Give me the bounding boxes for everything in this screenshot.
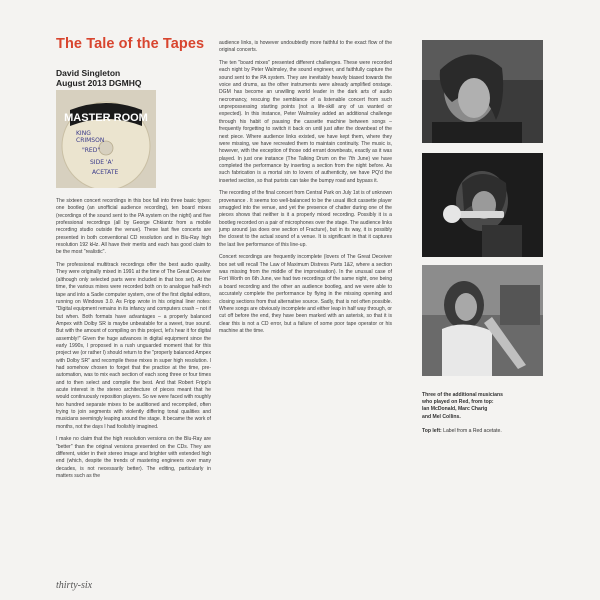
date-line: August 2013 DGMHQ [56,78,142,88]
photo-graphic-3 [422,265,543,376]
paragraph: The professional multitrack recordings offer the best audio quality. They were originally mixed in 1991 at the time of The Great Deceiver (although only selected parts were included in that box set). At the time, the various mixes were recorded both on to analogue half-inch tape and into a Sadie computer system, one of the first digital editors, running on Windows 3.0. As Fripp wrote in his original liner notes: "Digital equipment remains in its infancy and computers crash – not if but when. Both formats have advantages – a properly balanced Ampex with Dolby SR is maybe unbeatable for a sweet, true sound. But with the amount of compiling on this project, let's hear it for digital assembly!" Given the huge advances in digital equipment since the early 1990s, I proposed in a rush unguarded moment that for this project we (or rather I) should return to the "properly balanced Ampex with Dolby SR" and recompile these mixes in super high resolution. I had somehow chosen to forget that the practice at the time, pre-automation, was to mix each section of each song three or four times and to then select and compile the best. And that Robert Fripp's acute interest in the stereo architecture of pieces meant that he would continuously reposition players. So we were faced with roughly two hundred separate mixes to be auditioned and recompiled, often trying to join segments with violently differing tonal qualities and musicians seemingly leaping around the stage. It became the work of months, not the days I had foolishly imagined. [56,262,211,430]
caption-line: Three of the additional musicians [422,392,503,398]
photo-caption [422,392,562,421]
tape-label-image [56,90,156,188]
photo-ian-mcdonald [422,40,543,143]
paragraph: audience links, is however undoubtedly more faithful to the exact flow of the original concerts. [219,40,392,54]
tape-label-hand-2: CRIMSON [76,137,105,144]
photo-graphic-1 [422,40,543,143]
paragraph: I make no claim that the high resolution versions on the Blu-Ray are "better" than the original versions presented on the CDs. They are different, wider in their stereo image and brighter with extended high end (which, despite the trends of mastering engineers over many decades, is not necessarily better). The editing, particularly in matters such as the [56,436,211,480]
caption-line: who played on Red, from top: [422,399,494,406]
page-number: thirty-six [56,580,93,591]
tape-label-hand-3: "RED" [82,147,101,154]
photo-mel-collins [422,265,543,376]
text-column-middle [219,40,392,341]
photo-marc-charig [422,153,543,257]
byline [56,68,142,88]
label-caption-prefix: Top left: [422,428,442,434]
label-caption [422,428,502,435]
caption-line: Ian McDonald, Marc Charig [422,406,488,413]
photo-graphic-2 [422,153,543,257]
author-name: David Singleton [56,68,121,78]
label-caption-text: Label from a Red acetate. [441,428,502,434]
article-title: The Tale of the Tapes [56,36,205,52]
tape-label-hand-5: ACETATE [92,169,119,176]
tape-label-graphic [56,90,156,188]
tape-label-hand-4: SIDE 'A' [90,159,114,166]
tape-label-hand-1: KING [76,130,91,137]
paragraph: The recording of the final concert from Central Park on July 1st is of unknown provenance . It seems too well-balanced to be the usual illicit cassette player smuggled into the venue, and yet the presence of chatter during one of the pieces shows that neither is it a properly mixed recording. Possibly it is a bootleg recorded on a pair of microphones over the stage. The audience links jump around (as does one section of Fracture), but in its way, it is possibly the closest to the actual sound of a venue. It is significant in that it captures the last live performance of this line-up. [219,190,393,248]
text-column-left [56,198,211,486]
paragraph: The ten "board mixes" presented different challenges. These were recorded each night by Peter Walmsley, the sound engineer, and faithfully capture the sound sent to the PA system. They are inevitably heavily biased towards the voice and drums, as the other instruments were already amplified onstage. DGM has become an unwilling world leader in the dark arts of audio necromancy, rescuing the semblance of a listenable concert from such unprepossessing starting points (not a life-skill any of us wanted or expected). In this instance, Peter Walmsley added an additional challenge through his habit of pausing the cassette machine between songs – frequently forgetting to switch it back on until just after the downbeat of the next piece. Where audience links existed, we have kept them, where they were missing, we have recreated them to maintain continuity. The music is, however, with the exception of those odd errant downbeats, exactly as it was played. In just one instance (The Talking Drum on the 7th June) we have completed the performance by inserting a section from the night before. As such fabrication is a mortal sin to lovers of authenticity, we have PQ'd the inserted section, so that purists can take the bumpy road and bypass it. [219,60,392,184]
paragraph: The sixteen concert recordings in this box fall into three basic types: one bootleg (an unofficial audience recording), ten board mixes (recordings of the sound sent to the PA system on the night) and five professional recordings (all by George Chkiantz from a mobile recording studio outside the venue). These last five concerts are presented in both conventional CD resolution and in Blu-Ray high resolution 192 kHz. All have their merits and each has good claim to be the most "realistic". [56,198,211,256]
caption-line: and Mel Collins. [422,413,461,420]
tape-label-brand: MASTER ROOM [64,112,148,124]
paragraph: Concert recordings are frequently incomplete (lovers of The Great Deceiver box set will recall The Law of Maximum Distress Parts 1&2, where a section was missing from the middle of the improvisation). In the unusual case of Fort Worth on 6th June, we had two recordings of the same night, one being a board recording and the other an audience bootleg, and we were able to accurately complete the performance by flying in the missing opening and closing sections from that alternative source. Sadly, that is not often possible. Where songs are obviously incomplete and either leap in half way through, or cut off before the end, they have been marked with an asterisk, so that it is clear this is not a CD error, but a failure of some poor tape operator or his machine at the time. [219,254,392,334]
